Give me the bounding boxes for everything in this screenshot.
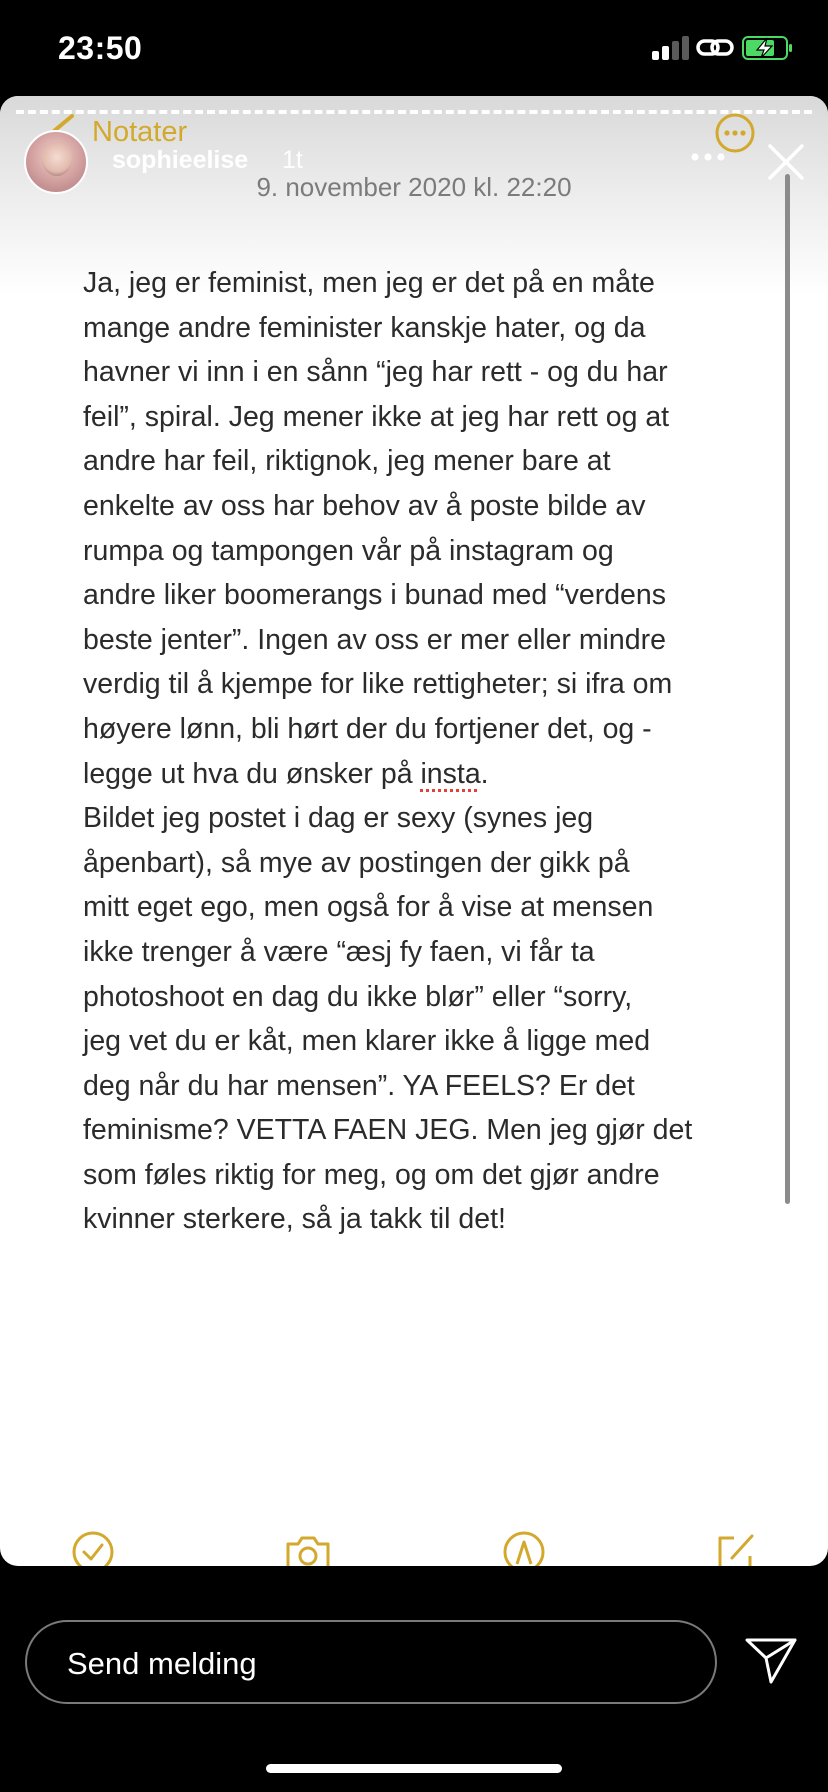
- status-bar: [0, 0, 828, 96]
- markup-pen-icon: [502, 1530, 546, 1566]
- send-message-input[interactable]: [25, 1620, 717, 1704]
- note-line: verdig til å kjempe for like rettigheter; si ifra om: [83, 668, 673, 701]
- note-line: jeg vet du er kåt, men klarer ikke å ligge med: [83, 1025, 651, 1058]
- note-line: høyere lønn, bli hørt der du fortjener det, og -: [83, 712, 652, 745]
- note-line: photoshoot en dag du ikke blør” eller “sorry,: [83, 980, 633, 1013]
- note-line: beste jenter”. Ingen av oss er mer eller mindre: [83, 623, 666, 656]
- notes-back-label: Notater: [92, 116, 188, 148]
- checklist-icon: [71, 1530, 115, 1566]
- note-line: enkelte av oss har behov av å poste bilde av: [83, 489, 646, 522]
- note-line: andre har feil, riktignok, jeg mener bare at: [83, 445, 611, 478]
- story-age: 1t: [282, 146, 303, 174]
- note-line: kvinner sterkere, så ja takk til det!: [83, 1203, 506, 1236]
- note-paragraph-2: [83, 796, 763, 1242]
- note-line: feminisme? VETTA FAEN JEG. Men jeg gjør det: [83, 1114, 693, 1147]
- note-line: deg når du har mensen”. YA FEELS? Er det: [83, 1069, 635, 1102]
- scrollbar: [785, 174, 790, 1204]
- note-line: Bildet jeg postet i dag er sexy (synes jeg: [83, 802, 594, 835]
- note-date: 9. november 2020 kl. 22:20: [256, 172, 572, 202]
- send-message-placeholder: Send melding: [67, 1646, 257, 1681]
- cellular-signal-icon: [652, 36, 690, 60]
- note-paragraph-1: [83, 261, 763, 796]
- send-paper-plane-icon[interactable]: [744, 1636, 798, 1686]
- story-progress-bar: [16, 110, 812, 114]
- note-line: havner vi inn i en sånn “jeg har rett - og du har: [83, 356, 668, 389]
- note-line: som føles riktig for meg, og om det gjør andre: [83, 1158, 660, 1191]
- misspelled-word: insta: [420, 757, 481, 790]
- more-circle-icon: [714, 112, 756, 154]
- note-line: mitt eget ego, men også for å vise at mensen: [83, 891, 654, 924]
- note-line: feil”, spiral. Jeg mener ikke at jeg har rett og at: [83, 400, 670, 433]
- note-line: andre liker boomerangs i bunad med “verdens: [83, 579, 666, 612]
- story-card[interactable]: [0, 96, 828, 1566]
- more-dots-icon[interactable]: [690, 152, 726, 162]
- note-line: Ja, jeg er feminist, men jeg er det på en måte: [83, 267, 655, 299]
- note-line-suffix: .: [480, 757, 489, 790]
- note-line: åpenbart), så mye av postingen der gikk på: [83, 846, 630, 879]
- camera-icon: [284, 1530, 332, 1566]
- note-line: rumpa og tampongen vår på instagram og: [83, 534, 614, 567]
- battery-charging-icon: [742, 36, 794, 60]
- note-line: mange andre feminister kanskje hater, og da: [83, 311, 646, 344]
- compose-icon: [714, 1530, 758, 1566]
- home-indicator: [266, 1764, 562, 1773]
- status-time: 23:50: [58, 30, 143, 66]
- story-username[interactable]: sophieelise: [112, 146, 249, 174]
- note-line: ikke trenger å være “æsj fy faen, vi får ta: [83, 935, 595, 968]
- note-body: [83, 261, 763, 1242]
- note-line: legge ut hva du ønsker på: [83, 757, 421, 790]
- personal-hotspot-icon: [696, 34, 736, 62]
